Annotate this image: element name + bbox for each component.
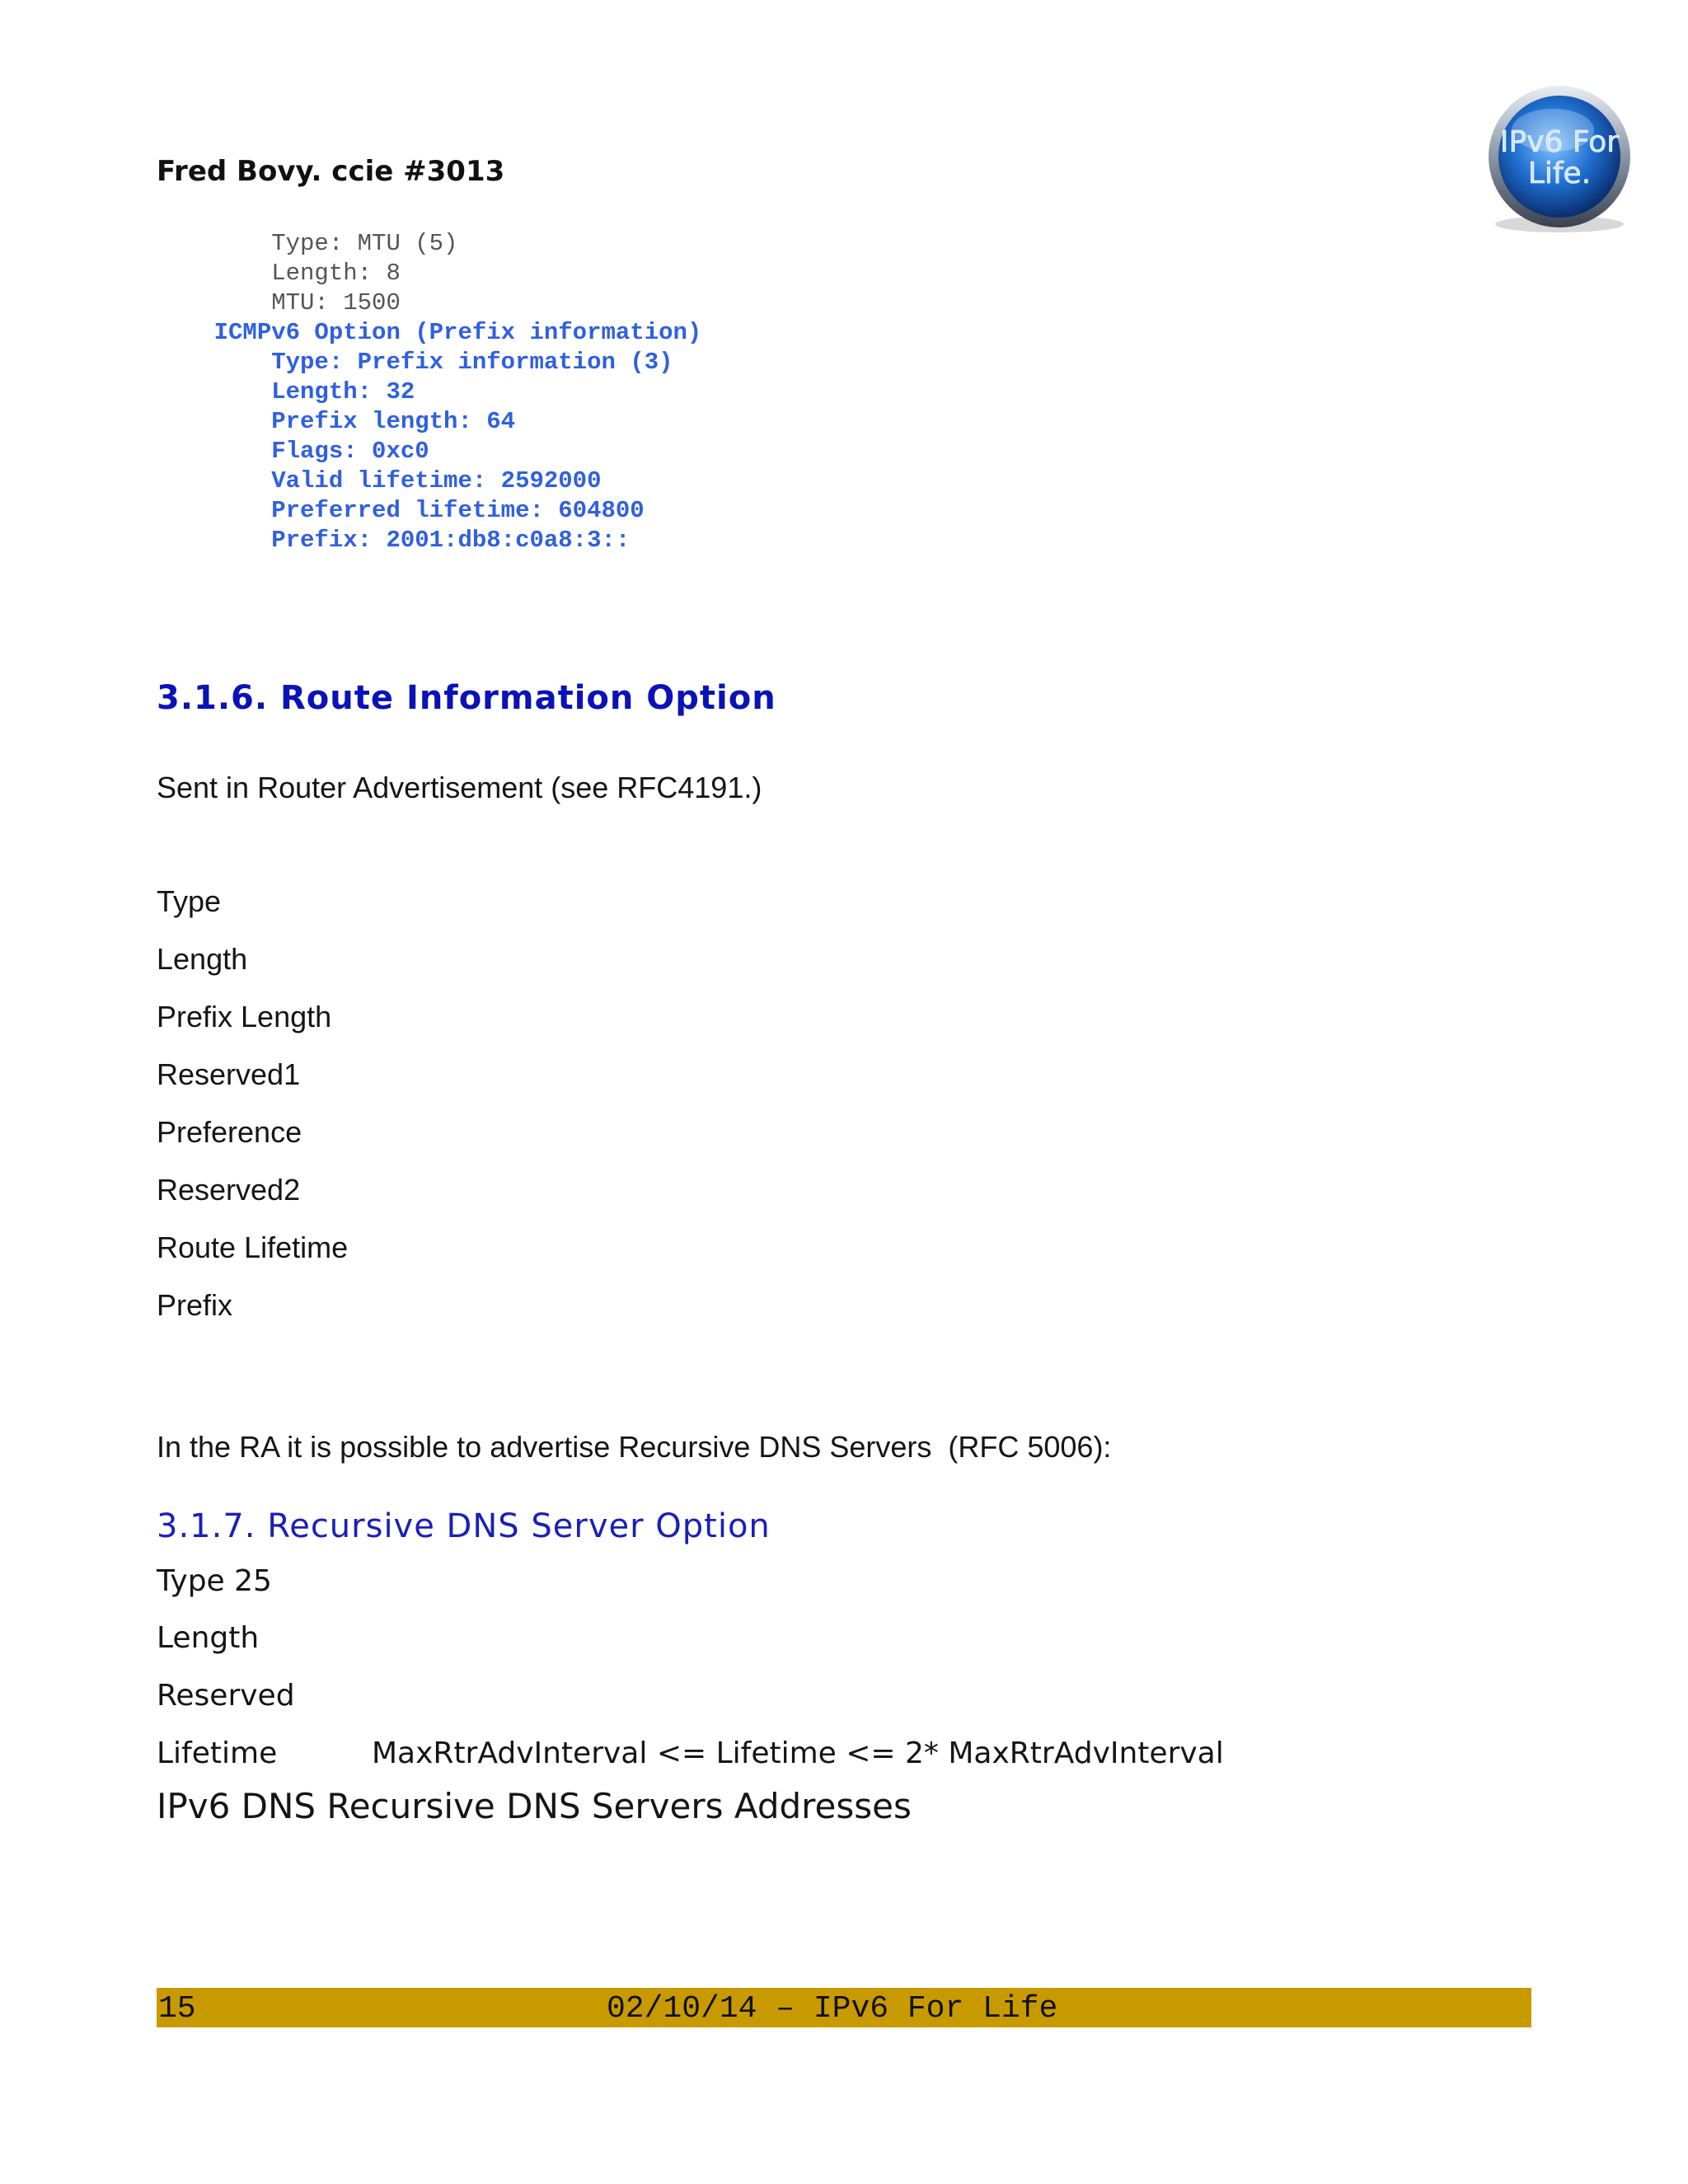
page-footer	[157, 1988, 1531, 2027]
code-line: Valid lifetime: 2592000	[157, 467, 602, 494]
page-number: 15	[158, 1991, 196, 2027]
code-line: MTU: 1500	[157, 289, 401, 316]
route-option-field: Length	[157, 942, 248, 976]
code-line: Flags: 0xc0	[157, 438, 429, 465]
section-intro: Sent in Router Advertisement (see RFC4191.)	[157, 771, 762, 804]
route-option-field: Preference	[157, 1115, 302, 1149]
code-line: Length: 8	[157, 260, 401, 287]
code-line: Preferred lifetime: 604800	[157, 497, 645, 524]
section-heading-route-information-option: 3.1.6. Route Information Option	[157, 679, 776, 717]
route-option-field: Prefix Length	[157, 1000, 332, 1033]
field-reserved: Reserved	[157, 1679, 295, 1713]
code-block	[157, 229, 701, 555]
route-option-field: Reserved2	[157, 1173, 301, 1207]
svg-text:IPv6 For: IPv6 For	[1499, 125, 1620, 159]
code-line: Prefix: 2001:db8:c0a8:3::	[157, 527, 631, 554]
field-dns-server-addresses: IPv6 DNS Recursive DNS Servers Addresses	[157, 1786, 912, 1826]
section-heading-recursive-dns-server-option: 3.1.7. Recursive DNS Server Option	[157, 1507, 771, 1545]
code-line: Type: Prefix information (3)	[157, 349, 673, 376]
lifetime-rule: MaxRtrAdvInterval <= Lifetime <= 2* MaxRtrAdvInterval	[372, 1736, 1224, 1770]
code-line: Prefix length: 64	[157, 408, 516, 435]
author-header: Fred Bovy. ccie #3013	[157, 155, 505, 188]
route-option-field: Reserved1	[157, 1057, 301, 1091]
route-option-field: Type	[157, 884, 222, 918]
ipv6-for-life-logo-icon	[1477, 82, 1642, 239]
svg-text:Life.: Life.	[1527, 157, 1592, 190]
code-line: ICMPv6 Option (Prefix information)	[157, 319, 702, 346]
code-line: Type: MTU (5)	[157, 230, 458, 257]
rdnss-intro: In the RA it is possible to advertise Recursive DNS Servers (RFC 5006):	[157, 1430, 1112, 1464]
field-type: Type 25	[157, 1564, 272, 1598]
field-length: Length	[157, 1621, 260, 1655]
route-option-field: Route Lifetime	[157, 1230, 349, 1264]
field-lifetime: Lifetime	[157, 1736, 278, 1770]
route-option-field: Prefix	[157, 1288, 233, 1322]
code-line: Length: 32	[157, 378, 415, 405]
footer-title: 02/10/14 – IPv6 For Life	[607, 1991, 1058, 2027]
